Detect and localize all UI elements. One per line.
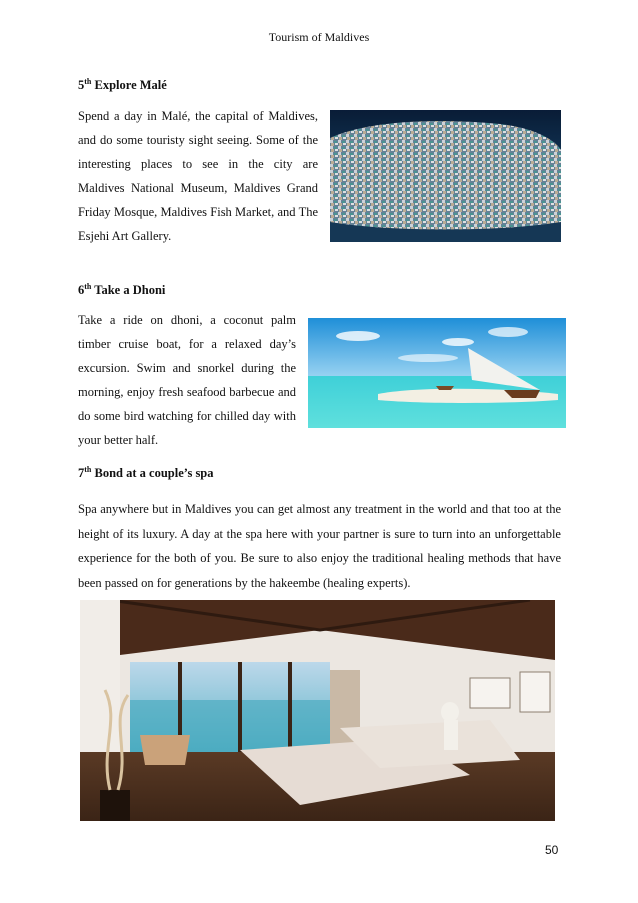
section-heading-take-a-dhoni (78, 283, 165, 298)
page-header: Tourism of Maldives (268, 30, 370, 44)
section-number: 5 (78, 78, 85, 92)
section-text-couples-spa: Spa anywhere but in Maldives you can get almost any treatment in the world and that too at the height of its luxury. A day at the spa here with your partner is sure to turn into an unforgettable experience for the both of you. Be sure to also enjoy the traditional healing methods that have been passed on for generations by the hakeembe (healing experts). (78, 502, 561, 590)
dhoni-boat-beach-image (308, 318, 566, 428)
ordinal-suffix: th (84, 281, 92, 291)
section-heading-explore-male (78, 78, 167, 93)
ordinal-suffix: th (84, 464, 92, 474)
ordinal-suffix: th (84, 76, 92, 86)
section-number: 7 (78, 466, 85, 480)
section-title: Take a Dhoni (94, 283, 166, 297)
spa-room-image (80, 600, 555, 821)
male-city-aerial-image (330, 110, 561, 242)
section-title: Explore Malé (94, 78, 167, 92)
section-text-explore-male: Spend a day in Malé, the capital of Maldives, and do some touristy sight seeing. Some of the interesting places to see in the city are Maldives National Museum, Maldives Grand Friday Mosque, Maldives Fish Market, and The Esjehi Art Gallery. (78, 109, 318, 243)
section-heading-couples-spa (78, 466, 214, 481)
section-number: 6 (78, 283, 85, 297)
section-text-take-a-dhoni: Take a ride on dhoni, a coconut palm timber cruise boat, for a relaxed day’s excursion. Swim and snorkel during the morning, enjoy fresh seafood barbecue and do some bird watching for chilled day with your better half. (78, 313, 296, 447)
section-title: Bond at a couple’s spa (94, 466, 214, 480)
page-number: 50 (545, 843, 559, 857)
